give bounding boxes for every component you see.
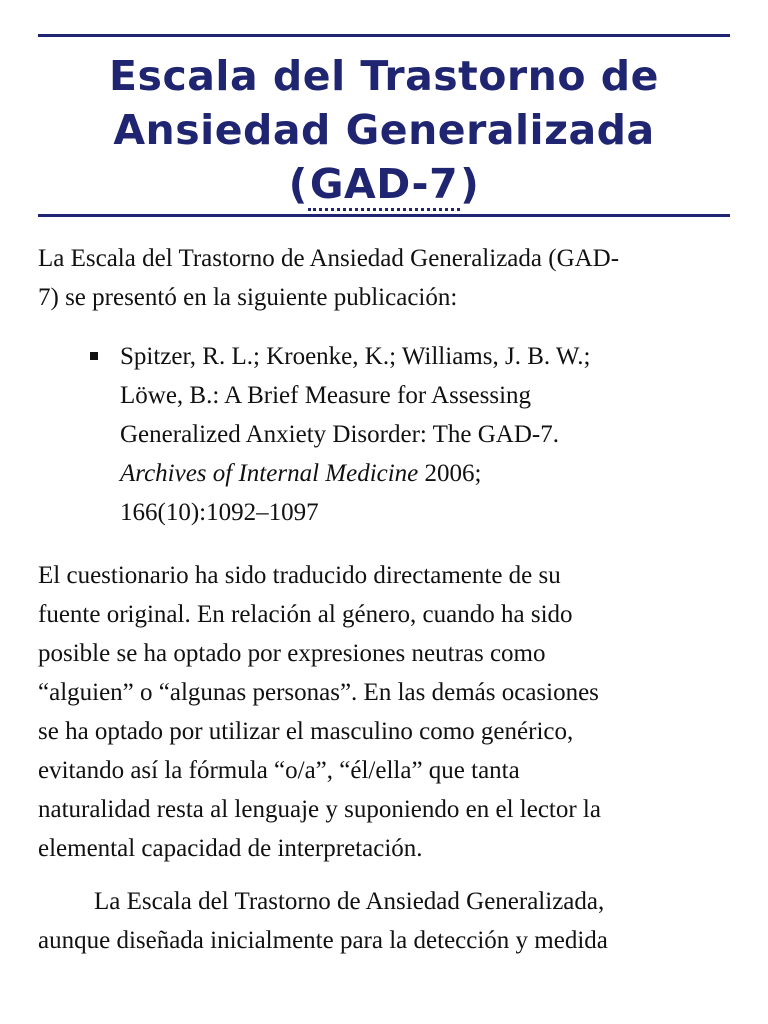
- intro-line: 7) se presentó en la siguiente publicación:: [38, 284, 458, 311]
- journal-name: Archives of Internal Medicine: [120, 460, 419, 487]
- paragraph-line: aunque diseñada inicialmente para la detección y medida: [38, 927, 608, 954]
- intro-line: La Escala del Trastorno de Ansiedad Generalizada (GAD-: [38, 245, 620, 272]
- document-page: [38, 0, 730, 960]
- paragraph-line: se ha optado por utilizar el masculino como genérico,: [38, 718, 574, 745]
- reference-year: 2006;: [418, 460, 482, 487]
- title-line-3: [38, 157, 730, 211]
- title-line-1: Escala del Trastorno de: [109, 52, 659, 100]
- paragraph-line: evitando así la fórmula “o/a”, “él/ella” que tanta: [38, 757, 520, 784]
- paragraph-line: El cuestionario ha sido traducido directamente de su: [38, 562, 561, 589]
- paragraph-line: naturalidad resta al lenguaje y suponiendo en el lector la: [38, 796, 601, 823]
- reference-line: Löwe, B.: A Brief Measure for Assessing: [120, 382, 532, 409]
- title-close-paren: ): [460, 160, 480, 208]
- reference-list: [38, 337, 730, 532]
- title-top-rule: [38, 34, 730, 37]
- title-line-2: Ansiedad Generalizada: [113, 106, 655, 154]
- paragraph-line: posible se ha optado por expresiones neutras como: [38, 640, 546, 667]
- paragraph-line: fuente original. En relación al género, cuando ha sido: [38, 601, 573, 628]
- translation-paragraph: [38, 556, 730, 868]
- title-open-paren: (: [288, 160, 308, 208]
- paragraph-line: “alguien” o “algunas personas”. En las demás ocasiones: [38, 679, 599, 706]
- paragraph-line: La Escala del Trastorno de Ansiedad Generalizada,: [94, 888, 605, 915]
- reference-item: [38, 337, 730, 532]
- page-title: [38, 49, 730, 211]
- reference-line: 166(10):1092–1097: [120, 499, 319, 526]
- reference-line: [120, 454, 730, 493]
- reference-line: Spitzer, R. L.; Kroenke, K.; Williams, J. B. W.;: [120, 343, 591, 370]
- title-abbreviation: GAD-7: [308, 160, 460, 211]
- title-bottom-rule: [38, 214, 730, 217]
- scale-description-paragraph: [38, 882, 730, 960]
- square-bullet-icon: [90, 352, 98, 360]
- paragraph-line: elemental capacidad de interpretación.: [38, 835, 423, 862]
- reference-line: Generalized Anxiety Disorder: The GAD-7.: [120, 421, 559, 448]
- intro-paragraph: [38, 239, 730, 317]
